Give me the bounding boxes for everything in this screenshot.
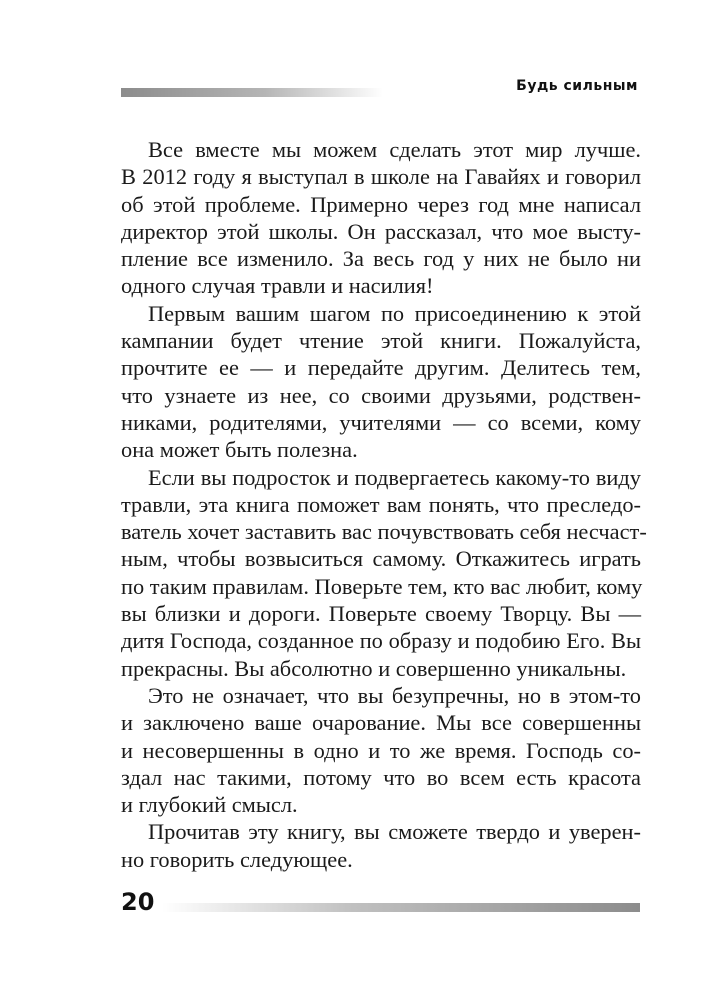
paragraph-2 (121, 300, 641, 464)
text-line: Прочитав эту книгу, вы сможете твердо и уверен- (148, 819, 641, 845)
header-decorative-bar (121, 88, 383, 97)
text-line: пление все изменило. За весь год у них не было ни (121, 246, 641, 272)
text-line: одного случая травли и насилия! (121, 273, 434, 299)
text-line: Это не означает, что вы безупречны, но в этом-то (148, 682, 641, 708)
text-line: кампании будет чтение этой книги. Пожалуйста, (121, 328, 641, 354)
text-line: и глубокий смысл. (121, 792, 298, 818)
text-line: что узнаете из нее, со своими друзьями, родствен- (121, 382, 641, 408)
text-line: дитя Господа, созданное по образу и подобию Его. Вы (121, 628, 641, 654)
running-title: Будь сильным (516, 78, 638, 94)
paragraph-1 (121, 136, 641, 300)
text-line: и заключено ваше очарование. Мы все совершенны (121, 710, 641, 736)
text-line: ным, чтобы возвыситься самому. Откажитесь играть (121, 546, 641, 572)
text-line: но говорить следующее. (121, 846, 353, 872)
text-line: Все вместе мы можем сделать этот мир лучше. (148, 137, 641, 162)
text-line: директор этой школы. Он рассказал, что мое высту- (121, 218, 641, 244)
text-line: Первым вашим шагом по присоединению к этой (148, 300, 641, 326)
page-number: 20 (121, 888, 155, 916)
text-line: здал нас такими, потому что во всем есть красота (121, 764, 641, 790)
paragraph-4 (121, 682, 641, 818)
text-line: и несовершенны в одно и то же время. Господь со- (121, 737, 641, 763)
text-line: В 2012 году я выступал в школе на Гавайях и говорил (121, 164, 641, 190)
paragraph-3 (121, 464, 647, 682)
body-text (121, 136, 647, 873)
text-line: она может быть полезна. (121, 437, 358, 463)
text-line: ватель хочет заставить вас почувствовать себя несчаст- (121, 519, 647, 545)
text-line: травли, эта книга поможет вам понять, что преследо- (121, 491, 641, 517)
text-line: Если вы подросток и подвергаетесь какому-то виду (148, 464, 641, 490)
text-line: прочтите ее — и передайте другим. Делитесь тем, (121, 355, 641, 381)
text-line: прекрасны. Вы абсолютно и совершенно уникальны. (121, 655, 627, 681)
text-line: об этой проблеме. Примерно через год мне написал (121, 191, 641, 217)
text-line: никами, родителями, учителями — со всеми, кому (121, 409, 641, 435)
footer-decorative-bar (162, 903, 640, 912)
paragraph-5 (121, 818, 641, 873)
text-line: вы близки и дороги. Поверьте своему Творцу. Вы — (121, 601, 641, 627)
text-line: по таким правилам. Поверьте тем, кто вас любит, кому (121, 573, 643, 599)
